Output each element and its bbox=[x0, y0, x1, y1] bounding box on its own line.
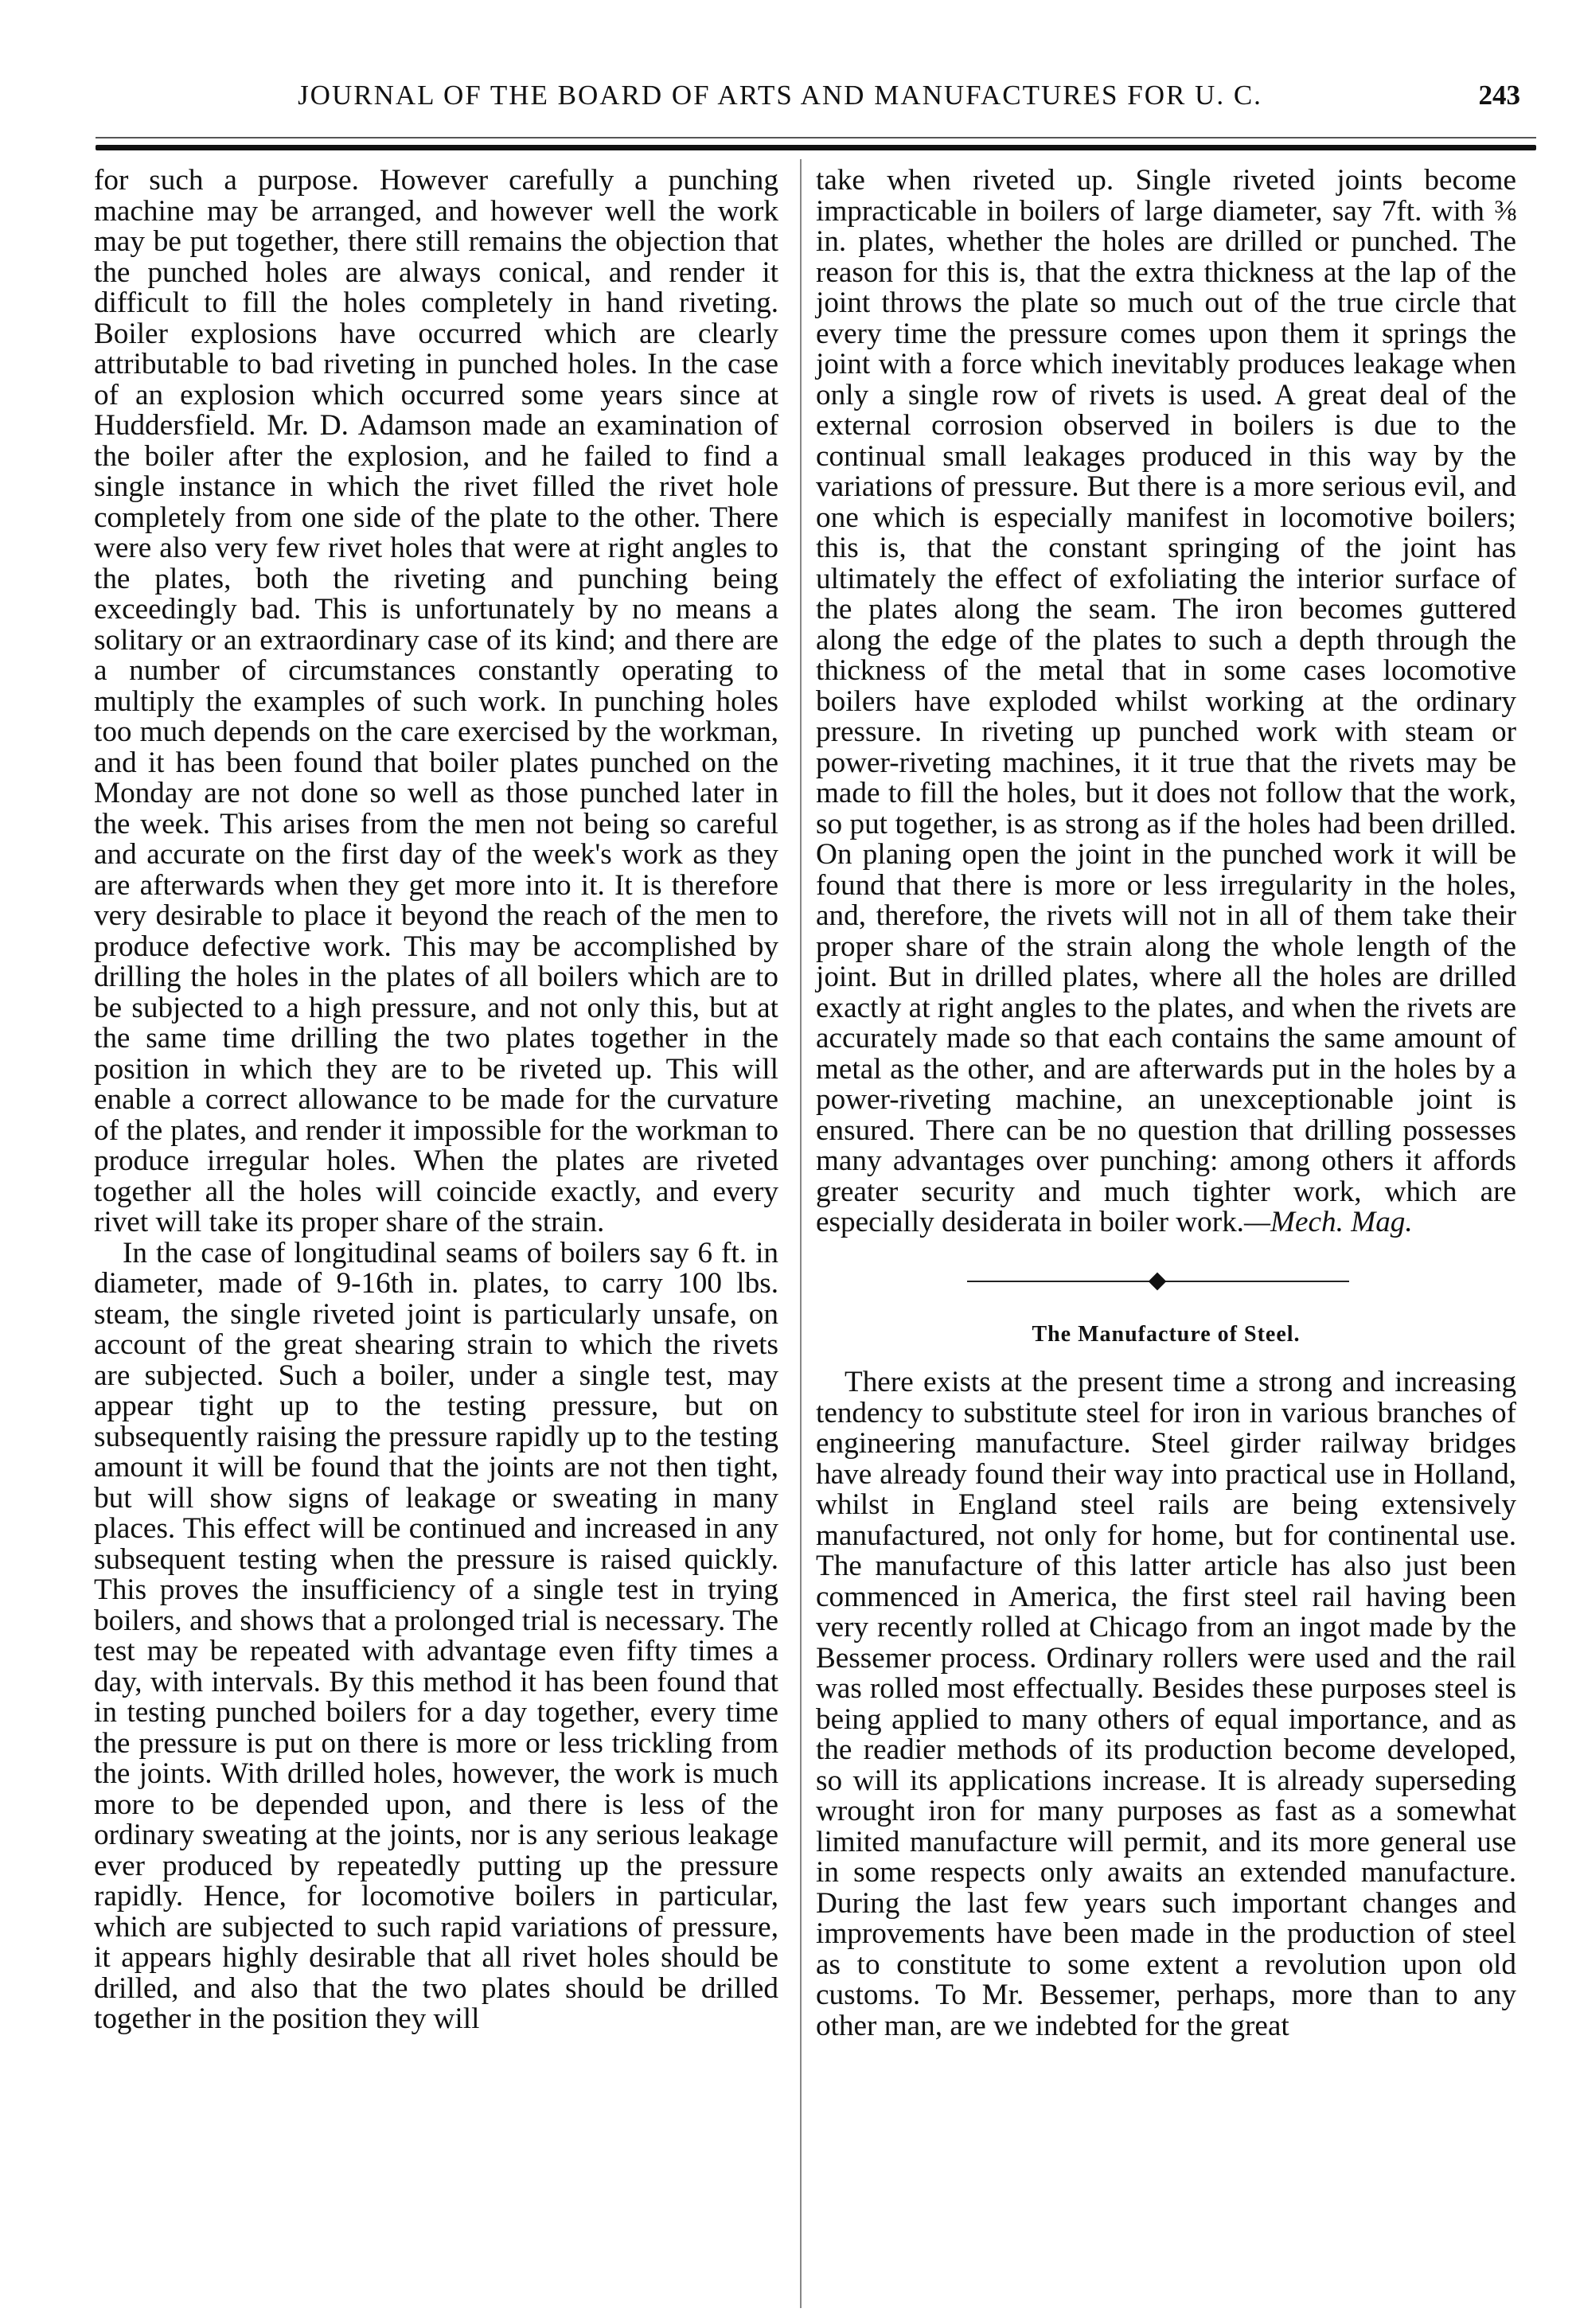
right-paragraph-1-text: take when riveted up. Single riveted joints become impracticable in boilers of large diameter, say 7ft. with ⅜ in. plates, whether the holes are drilled or punched. The reason for this is, that the extra thickness at the lap of the joint throws the plate so much out of the true circle that every time the pressure comes upon them it springs the joint with a force which inevitably produces leakage when only a single row of rivets is used. A great deal of the external corrosion observed in boilers is due to the continual small leakages produced in this way by the variations of pressure. But there is a more serious evil, and one which is especially manifest in locomotive boilers; this is, that the constant springing of the joint has ultimately the effect of exfoliating the interior surface of the plates along the seam. The iron becomes guttered along the edge of the plates to such a depth through the thickness of the metal that in some cases locomotive boilers have exploded whilst working at the ordinary pressure. In riveting up punched work with steam or power-riveting machines, it it true that the rivets may be made to fill the holes, but it does not follow that the work, so put together, is as strong as if the holes had been drilled. On planing open the joint in the punched work it will be found that there is more or less irregularity in the holes, and, therefore, the rivets will not in all of them take their proper share of the strain along the whole length of the joint. But in drilled plates, where all the holes are drilled exactly at right angles to the plates, and when the rivets are accurately made so that each contains the same amount of metal as the other, and are afterwards put in the holes by a power-riveting machine, an unexceptionable joint is ensured. There can be no question that drilling possesses many advantages over punching: among others it affords greater security and much tighter work, which are especially desiderata in boiler work. bbox=[816, 164, 1516, 1238]
right-paragraph-1 bbox=[816, 166, 1516, 1238]
column-divider bbox=[800, 159, 802, 2308]
separator-diamond-icon bbox=[1149, 1272, 1167, 1290]
page-number: 243 bbox=[1478, 80, 1520, 111]
section-title: The Manufacture of Steel. bbox=[1032, 1321, 1301, 1347]
left-paragraph-1: for such a purpose. However carefully a punching machine may be arranged, and however well the work may be put together, there still remains the objection that the punched holes are always conical, and render it difficult to fill the holes completely in hand riveting. Boiler explosions have occurred which are clearly attributable to bad riveting in punched holes. In the case of an explosion which occurred some years since at Huddersfield. Mr. D. Adamson made an examination of the boiler after the explosion, and he failed to find a single instance in which the rivet filled the rivet hole completely from one side of the plate to the other. There were also very few rivet holes that were at right angles to the plates, both the riveting and punching being exceedingly bad. This is unfortunately by no means a solitary or an extraordinary case of its kind; and there are a number of circumstances constantly operating to multiply the examples of such work. In punching holes too much depends on the care exercised by the workman, and it has been found that boiler plates punched on the Monday are not done so well as those punched later in the week. This arises from the men not being so careful and accurate on the first day of the week's work as they are afterwards when they get more into it. It is therefore very desirable to place it beyond the reach of the men to produce defective work. This may be accomplished by drilling the holes in the plates of all boilers which are to be subjected to a high pressure, and not only this, but at the same time drilling the two plates together in the position in which they are to be riveted up. This will enable a correct allowance to be made for the curvature of the plates, and render it impossible for the workman to produce irregular holes. When the plates are riveted together all the holes will coincide exactly, and every rivet will take its proper share of the strain. bbox=[94, 164, 778, 1238]
left-column bbox=[94, 166, 778, 2035]
right-paragraph-2: There exists at the present time a strong and increasing tendency to substitute steel for iron in various branches of engineering manufacture. Steel girder railway bridges have already found their way into practical use in Holland, whilst in England steel rails are being extensively manufactured, not only for home, but for continental use. The manufacture of this latter article has also just been commenced in America, the first steel rail having been very recently rolled at Chicago from an ingot made by the Bessemer process. Ordinary rollers were used and the rail was rolled most effectually. Besides these purposes steel is being applied to many others of equal importance, and as the readier methods of its production become developed, so will its applications increase. It is already superseding wrought iron for many purposes as fast as a somewhat limited manufacture will permit, and its more general use in some respects only awaits an extended manufacture. During the last few years such important changes and improvements have been made in the production of steel as to constitute to some extent a revolution upon old customs. To Mr. Bessemer, perhaps, more than to any other man, are we indebted for the great bbox=[816, 1366, 1516, 2042]
section-separator bbox=[816, 1267, 1516, 1296]
header-rule-thin bbox=[96, 137, 1536, 138]
source-credit: —Mech. Mag. bbox=[1243, 1206, 1413, 1238]
right-column bbox=[816, 166, 1516, 2041]
header-rule bbox=[96, 145, 1536, 150]
journal-title: JOURNAL OF THE BOARD OF ARTS AND MANUFACTURES FOR U. C. bbox=[298, 80, 1262, 111]
left-paragraph-2: In the case of longitudinal seams of boilers say 6 ft. in diameter, made of 9-16th in. plates, to carry 100 lbs. steam, the single riveted joint is particularly unsafe, on account of the great shearing strain to which the rivets are subjected. Such a boiler, under a single test, may appear tight up to the testing pressure, but on subsequently raising the pressure rapidly up to the testing amount it will be found that the joints are not then tight, but will show signs of leakage or sweating in many places. This effect will be continued and increased in any subsequent testing when the pressure is raised quickly. This proves the insufficiency of a single test in trying boilers, and shows that a prolonged trial is necessary. The test may be repeated with advantage even fifty times a day, with intervals. By this method it has been found that in testing punched boilers for a day together, every time the pressure is put on there is more or less trickling from the joints. With drilled holes, however, the work is much more to be depended upon, and there is less of the ordinary sweating at the joints, nor is any serious leakage ever produced by repeatedly putting up the pressure rapidly. Hence, for locomotive boilers in particular, which are subjected to such rapid variations of pressure, it appears highly desirable that all rivet holes should be drilled, and also that the two plates should be drilled together in the position they will bbox=[94, 1236, 778, 2035]
page-header bbox=[0, 80, 1576, 127]
